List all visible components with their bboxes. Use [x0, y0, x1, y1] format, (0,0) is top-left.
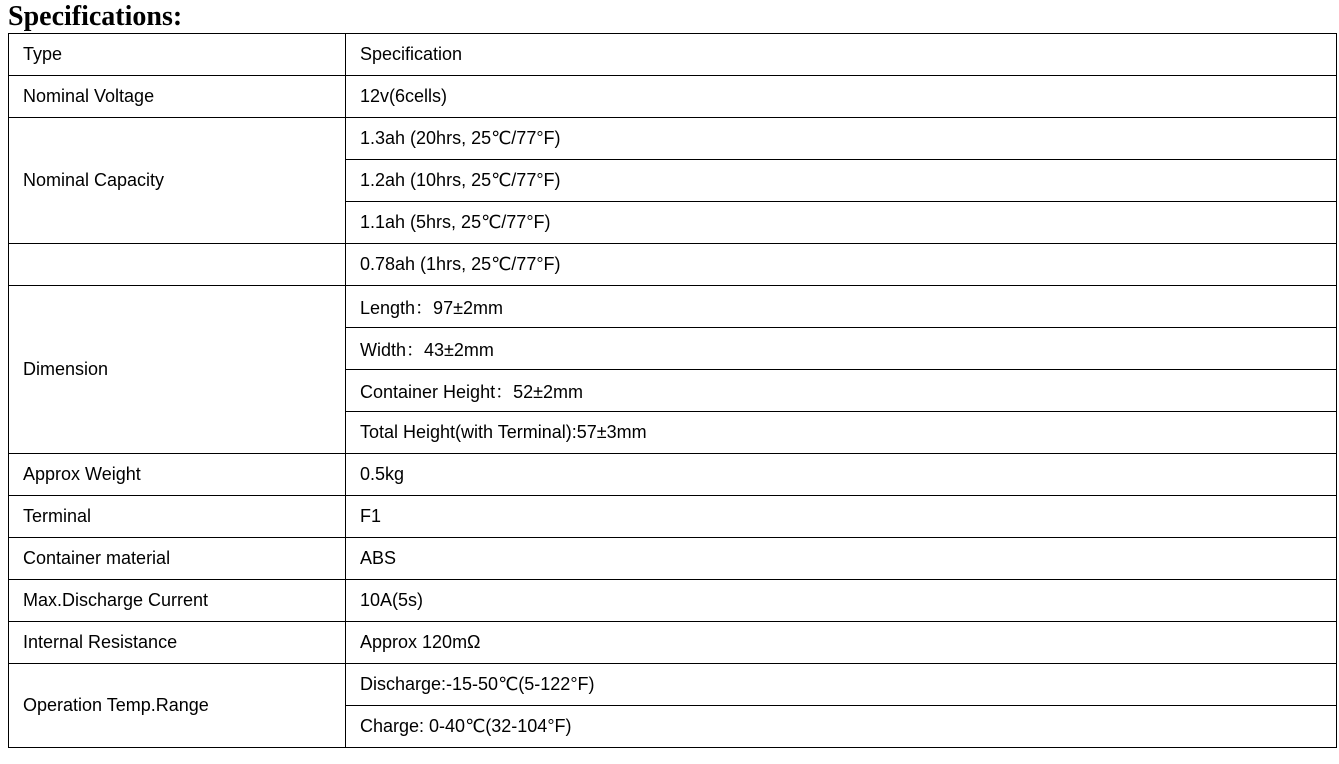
header-type: Type: [9, 34, 346, 76]
row-value: 12v(6cells): [346, 76, 1337, 118]
table-row: [9, 580, 1337, 622]
row-label: Operation Temp.Range: [9, 664, 346, 748]
row-value: Width：43±2mm: [346, 328, 1337, 370]
table-row: [9, 244, 1337, 286]
row-label: Max.Discharge Current: [9, 580, 346, 622]
row-value: ABS: [346, 538, 1337, 580]
specifications-table: [8, 33, 1337, 748]
row-value: 1.2ah (10hrs, 25℃/77°F): [346, 160, 1337, 202]
row-label: Container material: [9, 538, 346, 580]
table-row: [9, 454, 1337, 496]
row-value: Container Height：52±2mm: [346, 370, 1337, 412]
page-title: Specifications:: [8, 1, 183, 32]
table-row: [9, 664, 1337, 706]
row-value: F1: [346, 496, 1337, 538]
row-value: Charge: 0-40℃(32-104°F): [346, 706, 1337, 748]
row-label: Nominal Voltage: [9, 76, 346, 118]
table-header-row: [9, 34, 1337, 76]
row-value: 1.1ah (5hrs, 25℃/77°F): [346, 202, 1337, 244]
table-row: [9, 538, 1337, 580]
row-value: 1.3ah (20hrs, 25℃/77°F): [346, 118, 1337, 160]
header-specification: Specification: [346, 34, 1337, 76]
table-row: [9, 118, 1337, 160]
row-value: Discharge:-15-50℃(5-122°F): [346, 664, 1337, 706]
table-row: [9, 286, 1337, 328]
row-label: Approx Weight: [9, 454, 346, 496]
row-value: Length：97±2mm: [346, 286, 1337, 328]
table-row: [9, 496, 1337, 538]
table-row: [9, 76, 1337, 118]
row-value: 10A(5s): [346, 580, 1337, 622]
row-label: Nominal Capacity: [9, 118, 346, 244]
row-value: Approx 120mΩ: [346, 622, 1337, 664]
row-label: Terminal: [9, 496, 346, 538]
row-value: Total Height(with Terminal):57±3mm: [346, 412, 1337, 454]
row-value: 0.5kg: [346, 454, 1337, 496]
row-value: 0.78ah (1hrs, 25℃/77°F): [346, 244, 1337, 286]
row-label: [9, 244, 346, 286]
row-label: Dimension: [9, 286, 346, 454]
table-row: [9, 622, 1337, 664]
row-label: Internal Resistance: [9, 622, 346, 664]
